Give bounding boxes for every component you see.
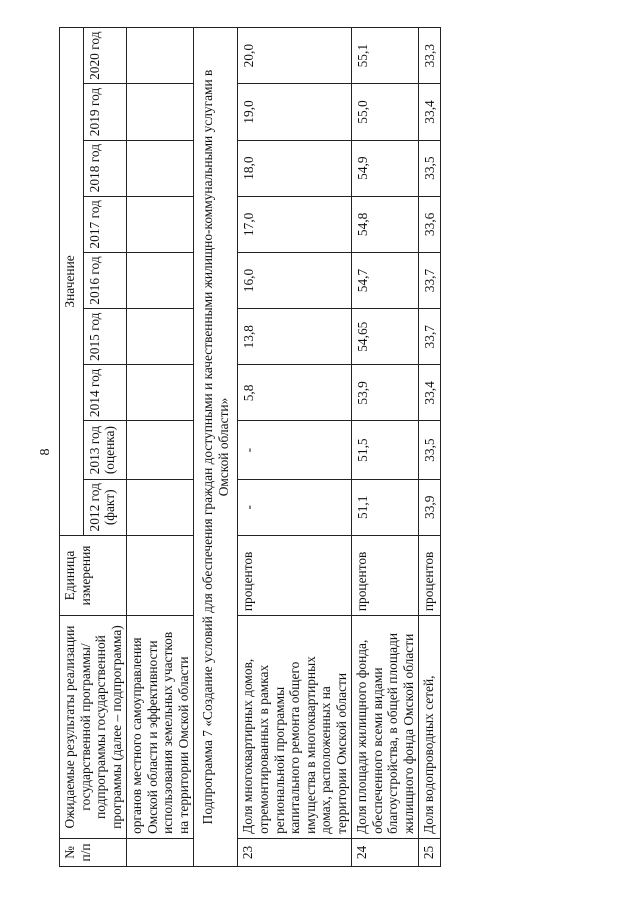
header-year: 2017 год — [83, 196, 127, 252]
value-cell: 51,5 — [352, 421, 419, 479]
table-row — [127, 28, 194, 867]
value-cell: - — [238, 421, 352, 479]
value-cell: 55,0 — [352, 84, 419, 140]
value-cell: 53,9 — [352, 365, 419, 421]
row-unit — [127, 535, 194, 615]
row-unit: процентов — [419, 535, 441, 615]
value-cell: 54,8 — [352, 196, 419, 252]
value-cell: 54,9 — [352, 140, 419, 196]
value-cell: 54,7 — [352, 252, 419, 308]
table-row — [419, 28, 441, 867]
value-cell: 16,0 — [238, 252, 352, 308]
value-cell: 55,1 — [352, 28, 419, 84]
header-year: 2014 год — [83, 365, 127, 421]
row-number: 24 — [352, 838, 419, 866]
value-cell: 33,3 — [419, 28, 441, 84]
header-row — [60, 28, 84, 867]
subprogram-row — [194, 28, 238, 867]
value-cell: 33,7 — [419, 252, 441, 308]
row-number — [127, 838, 194, 866]
header-value: Значение — [60, 28, 84, 536]
value-cell: 54,65 — [352, 309, 419, 365]
value-cell: 33,4 — [419, 365, 441, 421]
value-cell: - — [238, 479, 352, 535]
header-year: 2012 год (факт) — [83, 479, 127, 535]
value-cell: 13,8 — [238, 309, 352, 365]
value-cell: 33,9 — [419, 479, 441, 535]
value-cell: 33,6 — [419, 196, 441, 252]
table-row — [238, 28, 352, 867]
continuation-text: органов местного самоуправления Омской области и эффективности использования земельных участков на территории Омской области — [127, 616, 194, 839]
results-table — [59, 27, 441, 867]
page-number: 8 — [38, 448, 53, 456]
subprogram-title: Подпрограмма 7 «Создание условий для обеспечения граждан доступными и качественными жилищно-коммунальными услугами в Омской области» — [194, 28, 238, 867]
value-cell: 51,1 — [352, 479, 419, 535]
value-cell: 33,4 — [419, 84, 441, 140]
row-description: Доля многоквартирных домов, отремонтированных в рамках региональной программы капитального ремонта общего имущества в многоквартирных домах, расположенных на территории Омской области — [238, 616, 352, 839]
row-unit: процентов — [238, 535, 352, 615]
value-cell: 20,0 — [238, 28, 352, 84]
row-number: 25 — [419, 838, 441, 866]
table-row — [352, 28, 419, 867]
value-cell: 17,0 — [238, 196, 352, 252]
header-unit: Единица измерения — [60, 535, 127, 615]
value-cell: 18,0 — [238, 140, 352, 196]
value-cell: 33,7 — [419, 309, 441, 365]
value-cell: 19,0 — [238, 84, 352, 140]
row-description: Доля площади жилищного фонда, обеспеченного всеми видами благоустройства, в общей площади жилищного фонда Омской области — [352, 616, 419, 839]
value-cell: 33,5 — [419, 140, 441, 196]
header-results: Ожидаемые результаты реализации государственной программы/подпрограммы государственной программы (далее – подпрограмма) — [60, 616, 127, 839]
header-year: 2015 год — [83, 309, 127, 365]
header-year: 2019 год — [83, 84, 127, 140]
header-year: 2020 год — [83, 28, 127, 84]
header-year: 2016 год — [83, 252, 127, 308]
row-description: Доля водопроводных сетей, — [419, 616, 441, 839]
header-number: № п/п — [60, 838, 127, 866]
landscape-table-page — [59, 27, 567, 867]
header-year: 2018 год — [83, 140, 127, 196]
value-cell: 5,8 — [238, 365, 352, 421]
row-unit: процентов — [352, 535, 419, 615]
header-year: 2013 год (оценка) — [83, 421, 127, 479]
row-number: 23 — [238, 838, 352, 866]
value-cell: 33,5 — [419, 421, 441, 479]
